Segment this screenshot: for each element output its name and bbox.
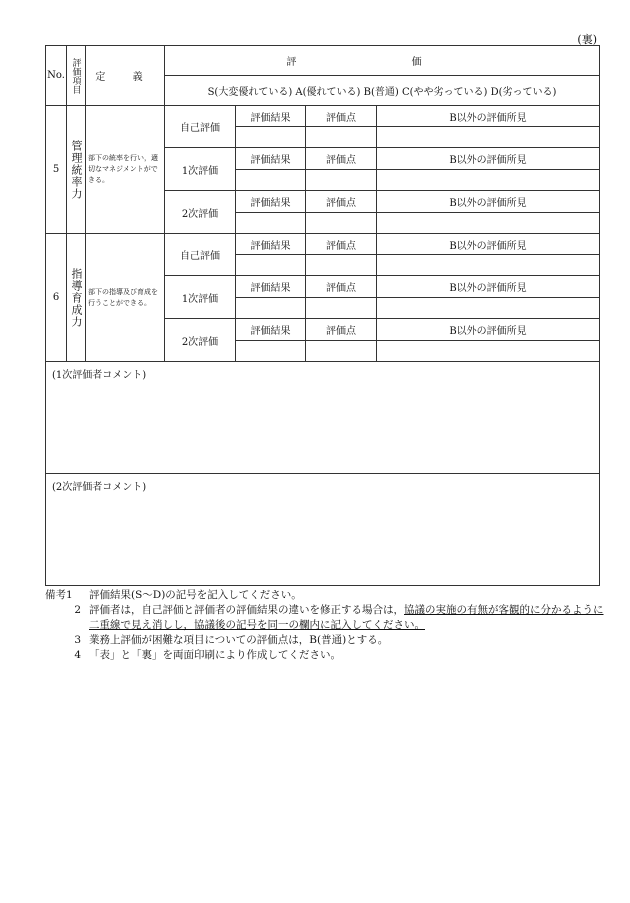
header-evaluation: 評 価 (165, 46, 600, 76)
remarks-input[interactable] (377, 127, 600, 148)
level-label: 自己評価 (165, 106, 236, 148)
evaluation-table (45, 45, 600, 586)
note-2-number: 2 (74, 604, 81, 616)
result-header: 評価結果 (236, 106, 306, 127)
header-definition: 定 義 (86, 46, 165, 106)
note-4-number: 4 (74, 649, 81, 661)
result-header: 評価結果 (236, 234, 306, 255)
item-name-cell (67, 234, 86, 362)
note-4 (45, 648, 605, 663)
remarks-header: B以外の評価所見 (377, 148, 600, 170)
item-definition: 部下の指導及び育成を行うことができる。 (86, 234, 165, 362)
item-no: 5 (46, 106, 67, 234)
note-4-text: 「表」と「裏」を両面印刷により作成してください。 (89, 649, 341, 661)
remarks-header: B以外の評価所見 (377, 319, 600, 341)
score-header: 評価点 (306, 319, 377, 341)
remarks-input[interactable] (377, 170, 600, 191)
remarks-input[interactable] (377, 213, 600, 234)
remarks-header: B以外の評価所見 (377, 191, 600, 213)
score-input[interactable] (306, 213, 377, 234)
note-2 (45, 603, 605, 633)
note-3 (45, 633, 605, 648)
second-evaluator-comment[interactable] (46, 474, 600, 586)
notes-label: 備考1 (45, 589, 73, 601)
result-input[interactable] (236, 170, 306, 191)
level-label: 2次評価 (165, 191, 236, 234)
page-side-label: (裏) (577, 33, 597, 46)
item-no: 6 (46, 234, 67, 362)
first-evaluator-comment[interactable] (46, 362, 600, 474)
second-comment-label: (2次評価者コメント) (52, 482, 147, 493)
note-1-text: 評価結果(S～D)の記号を記入してください。 (89, 589, 302, 601)
remarks-input[interactable] (377, 255, 600, 276)
remarks-input[interactable] (377, 341, 600, 362)
remarks-header: B以外の評価所見 (377, 106, 600, 127)
header-item (67, 46, 86, 106)
notes-section (45, 588, 605, 663)
note-2-text-c: 同一の欄内に記入してください。 (267, 619, 425, 631)
item-name-cell (67, 106, 86, 234)
score-header: 評価点 (306, 148, 377, 170)
result-input[interactable] (236, 127, 306, 148)
result-input[interactable] (236, 213, 306, 234)
score-header: 評価点 (306, 191, 377, 213)
score-input[interactable] (306, 255, 377, 276)
score-input[interactable] (306, 298, 377, 319)
score-input[interactable] (306, 170, 377, 191)
result-header: 評価結果 (236, 319, 306, 341)
remarks-input[interactable] (377, 298, 600, 319)
score-header: 評価点 (306, 234, 377, 255)
level-label: 1次評価 (165, 148, 236, 191)
item-definition: 部下の統率を行い，適切なマネジメントができる。 (86, 106, 165, 234)
note-1 (45, 588, 605, 603)
item-name: 指導育成力 (70, 267, 83, 328)
result-header: 評価結果 (236, 276, 306, 298)
result-input[interactable] (236, 298, 306, 319)
score-header: 評価点 (306, 106, 377, 127)
header-no: No. (46, 46, 67, 106)
note-2-text-b: 協議の実施の有無が客観的に分かるように二重線で見え消しし，協議後の記号を (89, 604, 604, 631)
score-input[interactable] (306, 127, 377, 148)
header-scale: S(大変優れている) A(優れている) B(普通) C(やや劣っている) D(劣っている) (165, 76, 600, 106)
score-header: 評価点 (306, 276, 377, 298)
result-input[interactable] (236, 341, 306, 362)
score-input[interactable] (306, 341, 377, 362)
level-label: 1次評価 (165, 276, 236, 319)
note-3-number: 3 (74, 634, 81, 646)
item-name: 管理統率力 (70, 139, 83, 200)
note-2-text-a: 評価者は，自己評価と評価者の評価結果の違いを修正する場合は， (89, 604, 404, 616)
result-header: 評価結果 (236, 191, 306, 213)
first-comment-label: (1次評価者コメント) (52, 370, 147, 381)
note-3-text: 業務上評価が困難な項目についての評価点は，B(普通)とする。 (89, 634, 389, 646)
level-label: 2次評価 (165, 319, 236, 362)
result-input[interactable] (236, 255, 306, 276)
result-header: 評価結果 (236, 148, 306, 170)
header-item-text: 評価項目 (70, 57, 81, 94)
level-label: 自己評価 (165, 234, 236, 276)
remarks-header: B以外の評価所見 (377, 276, 600, 298)
remarks-header: B以外の評価所見 (377, 234, 600, 255)
